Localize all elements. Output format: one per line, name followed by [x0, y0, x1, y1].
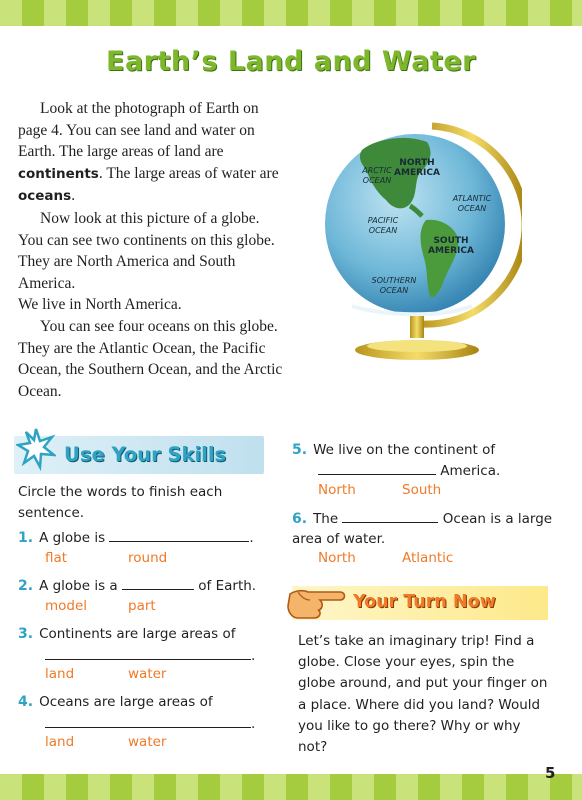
intro-paragraph-3: We live in North America. — [18, 296, 182, 314]
question-5 — [292, 440, 495, 460]
question-text: A globe is — [39, 530, 106, 546]
question-text-end: of Earth. — [198, 578, 257, 594]
southern-line-2: OCEAN — [379, 286, 409, 295]
choice-land[interactable]: land — [45, 734, 75, 750]
intro-text — [18, 98, 286, 402]
answer-blank — [318, 461, 436, 475]
question-4 — [18, 692, 213, 712]
answer-blank — [342, 509, 438, 523]
pointing-hand-icon — [286, 578, 350, 622]
question-text-end: . — [249, 530, 254, 546]
intro-p1-e: . — [71, 187, 76, 205]
choice-north[interactable]: North — [318, 550, 356, 566]
pacific-line-1: PACIFIC — [367, 216, 399, 225]
choice-water[interactable]: water — [128, 666, 167, 682]
question-2 — [18, 576, 256, 596]
intro-paragraph-4: You can see four oceans on this globe. They are the Atlantic Ocean, the Pacific Ocean, the Southern Ocean, and the Arctic Ocean. — [18, 317, 283, 400]
southern-ocean-label — [364, 276, 424, 296]
southern-line-1: SOUTHERN — [371, 276, 417, 285]
intro-p1-c: . The large areas of water are — [98, 164, 279, 182]
question-text-end: America. — [440, 463, 501, 479]
question-5-blank-line — [318, 461, 500, 481]
north-line-2: AMERICA — [394, 168, 440, 178]
south-line-1: SOUTH — [433, 236, 469, 246]
pacific-line-2: OCEAN — [368, 226, 398, 235]
your-turn-text: Let’s take an imaginary trip! Find a globe. Close your eyes, spin the globe around, and put your finger on a place. Where did you land? Would you like to go there? Why or why not? — [298, 633, 548, 756]
starburst-icon — [16, 427, 56, 471]
globe-stem — [410, 316, 424, 338]
pacific-ocean-label — [358, 216, 408, 236]
question-text-end: . — [251, 648, 256, 664]
choice-model[interactable]: model — [45, 598, 88, 614]
south-line-2: AMERICA — [428, 246, 474, 256]
choice-flat[interactable]: flat — [45, 550, 68, 566]
bottom-border-stripe — [0, 774, 582, 800]
question-4-blank-line — [45, 714, 255, 734]
top-border-stripe — [0, 0, 582, 26]
answer-blank — [45, 714, 251, 728]
choice-north[interactable]: North — [318, 482, 356, 498]
question-6 — [292, 509, 554, 549]
north-america-label — [392, 158, 442, 178]
question-number: 3. — [18, 626, 34, 642]
intro-p1-a: Look at the photograph of Earth on page 4. You can see land and water on Earth. The large areas of land are — [18, 100, 259, 161]
question-number: 4. — [18, 694, 34, 710]
choice-part[interactable]: part — [128, 598, 156, 614]
question-number: 2. — [18, 578, 34, 594]
skills-instructions: Circle the words to finish each sentence. — [18, 484, 223, 521]
choice-atlantic[interactable]: Atlantic — [402, 550, 454, 566]
page-number: 5 — [545, 764, 556, 782]
question-text: Continents are large areas of — [39, 626, 236, 642]
intro-paragraph-1 — [18, 98, 286, 208]
choice-land[interactable]: land — [45, 666, 75, 682]
skills-title: Use Your Skills — [64, 443, 227, 466]
term-continents: continents — [18, 165, 99, 182]
answer-blank — [45, 646, 251, 660]
choice-south[interactable]: South — [402, 482, 442, 498]
your-turn-title: Your Turn Now — [353, 592, 496, 612]
question-text: A globe is a — [39, 578, 118, 594]
answer-blank — [109, 528, 249, 542]
choice-round[interactable]: round — [128, 550, 168, 566]
question-text-end: . — [251, 716, 256, 732]
choice-water[interactable]: water — [128, 734, 167, 750]
term-oceans: oceans — [18, 188, 72, 205]
question-text-end: Ocean is a large area of water. — [292, 511, 553, 547]
atlantic-line-2: OCEAN — [457, 204, 487, 213]
answer-blank — [122, 576, 194, 590]
south-america-label — [426, 236, 476, 256]
intro-paragraph-2: Now look at this picture of a globe. You can see two continents on this globe. They are North America and South America. — [18, 209, 275, 292]
page-title: Earth’s Land and Water — [106, 46, 476, 77]
north-line-1: NORTH — [399, 158, 435, 168]
question-3-blank-line — [45, 646, 255, 666]
question-1 — [18, 528, 254, 548]
question-text: Oceans are large areas of — [39, 694, 213, 710]
arctic-line-1: ARCTIC — [362, 166, 392, 175]
question-3 — [18, 624, 235, 644]
arctic-line-2: OCEAN — [362, 176, 392, 185]
question-number: 5. — [292, 442, 308, 458]
question-number: 1. — [18, 530, 34, 546]
atlantic-ocean-label — [444, 194, 500, 214]
globe-base-top — [367, 340, 467, 352]
question-text: The — [313, 511, 339, 527]
question-text: We live on the continent of — [313, 442, 496, 458]
question-number: 6. — [292, 511, 308, 527]
atlantic-line-1: ATLANTIC — [452, 194, 492, 203]
globe-illustration — [322, 120, 522, 370]
